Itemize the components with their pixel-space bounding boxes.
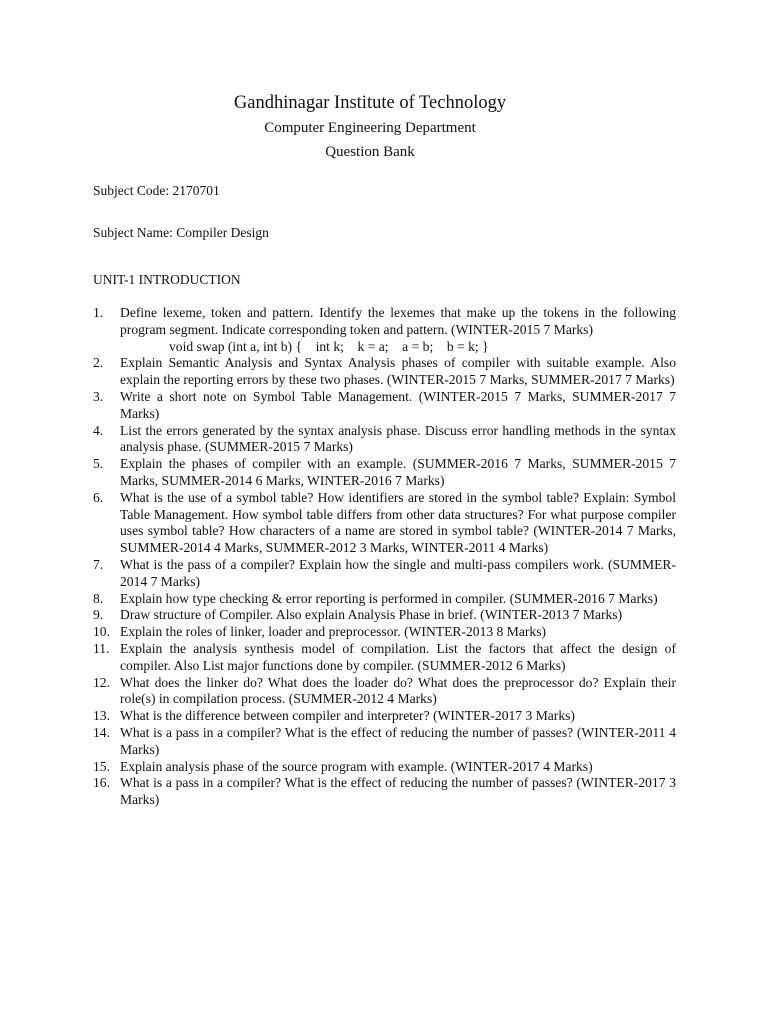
list-item [93, 641, 676, 675]
question-text: What is a pass in a compiler? What is the effect of reducing the number of passes? (WINTER-2017 3 Marks) [120, 775, 676, 808]
question-number: 10. [93, 624, 110, 640]
list-item [93, 305, 676, 339]
department-name: Computer Engineering Department [264, 120, 476, 136]
question-number: 3. [93, 388, 104, 404]
question-number: 9. [93, 607, 104, 623]
question-text: Write a short note on Symbol Table Management. (WINTER-2015 7 Marks, SUMMER-2017 7 Marks) [120, 388, 676, 421]
question-text: What is the pass of a compiler? Explain how the single and multi-pass compilers work. (SUMMER-2014 7 Marks) [120, 556, 676, 589]
question-number: 5. [93, 456, 104, 472]
question-text: Explain the phases of compiler with an example. (SUMMER-2016 7 Marks, SUMMER-2015 7 Marks, SUMMER-2014 6 Marks, WINTER-2016 7 Marks) [120, 456, 676, 488]
list-item [93, 591, 676, 608]
question-text: List the errors generated by the syntax analysis phase. Discuss error handling methods in the syntax analysis phase. (SUMMER-2015 7 Marks) [120, 422, 676, 455]
question-number: 15. [93, 758, 110, 774]
list-item [93, 456, 676, 490]
question-text: Explain the analysis synthesis model of compilation. List the factors that affect the design of compiler. Also List major functions done by compiler. (SUMMER-2012 6 Marks) [120, 640, 676, 673]
question-text: Explain Semantic Analysis and Syntax Analysis phases of compiler with suitable example. Also explain the reporting errors by these two phases. (WINTER-2015 7 Marks, SUMMER-2017 7 Marks) [120, 355, 676, 388]
question-text: What is a pass in a compiler? What is the effect of reducing the number of passes? (WINTER-2011 4 Marks) [120, 724, 676, 757]
list-item [93, 759, 676, 776]
list-item [93, 775, 676, 809]
list-item [93, 355, 676, 389]
question-number: 6. [93, 489, 104, 505]
subject-code: Subject Code: 2170701 [93, 183, 220, 198]
question-text: Draw structure of Compiler. Also explain Analysis Phase in brief. (WINTER-2013 7 Marks) [120, 607, 623, 623]
question-text: Explain how type checking & error reporting is performed in compiler. (SUMMER-2016 7 Marks) [120, 590, 658, 606]
question-number: 14. [93, 724, 110, 740]
document-header [0, 90, 768, 162]
subject-name: Subject Name: Compiler Design [93, 225, 269, 240]
question-text: Explain the roles of linker, loader and preprocessor. (WINTER-2013 8 Marks) [120, 624, 547, 640]
question-number: 2. [93, 355, 104, 371]
code-segment: void swap (int a, int b) { int k; k = a; a = b; b = k; } [169, 338, 489, 354]
question-number: 13. [93, 708, 110, 724]
question-text: What is the difference between compiler and interpreter? (WINTER-2017 3 Marks) [120, 708, 575, 724]
list-item [93, 708, 676, 725]
question-number: 7. [93, 556, 104, 572]
question-number: 11. [93, 640, 110, 656]
institute-name: Gandhinagar Institute of Technology [233, 93, 507, 113]
list-item [93, 490, 676, 557]
question-number: 16. [93, 775, 110, 791]
list-item [93, 389, 676, 423]
question-text: What is the use of a symbol table? How identifiers are stored in the symbol table? Explain: Symbol Table Management. How symbol table differs from other data structures? For what purpose compiler uses symbol table? How characters of a name are stored in symbol table? (WINTER-2014 7 Marks, SUMMER-2014 4 Marks, SUMMER-2012 3 Marks, WINTER-2011 4 Marks) [120, 489, 676, 556]
question-text: Explain analysis phase of the source program with example. (WINTER-2017 4 Marks) [120, 758, 593, 774]
list-item [93, 725, 676, 759]
list-item [93, 624, 676, 641]
list-item [93, 423, 676, 457]
list-item [93, 675, 676, 709]
document-type: Question Bank [325, 144, 415, 160]
list-item [93, 607, 676, 624]
question-number: 1. [93, 305, 104, 320]
question-text: Define lexeme, token and pattern. Identify the lexemes that make up the tokens in the following program segment. Indicate corresponding token and pattern. (WINTER-2015 7 Marks) [120, 305, 676, 337]
question-number: 8. [93, 590, 104, 606]
unit-title: UNIT-1 INTRODUCTION [93, 272, 241, 287]
question-list [93, 305, 676, 809]
question-text: What does the linker do? What does the loader do? What does the preprocessor do? Explain their role(s) in compilation process. (SUMMER-2012 4 Marks) [120, 674, 676, 707]
list-item [93, 557, 676, 591]
question-number: 4. [93, 422, 104, 438]
question-number: 12. [93, 674, 110, 690]
